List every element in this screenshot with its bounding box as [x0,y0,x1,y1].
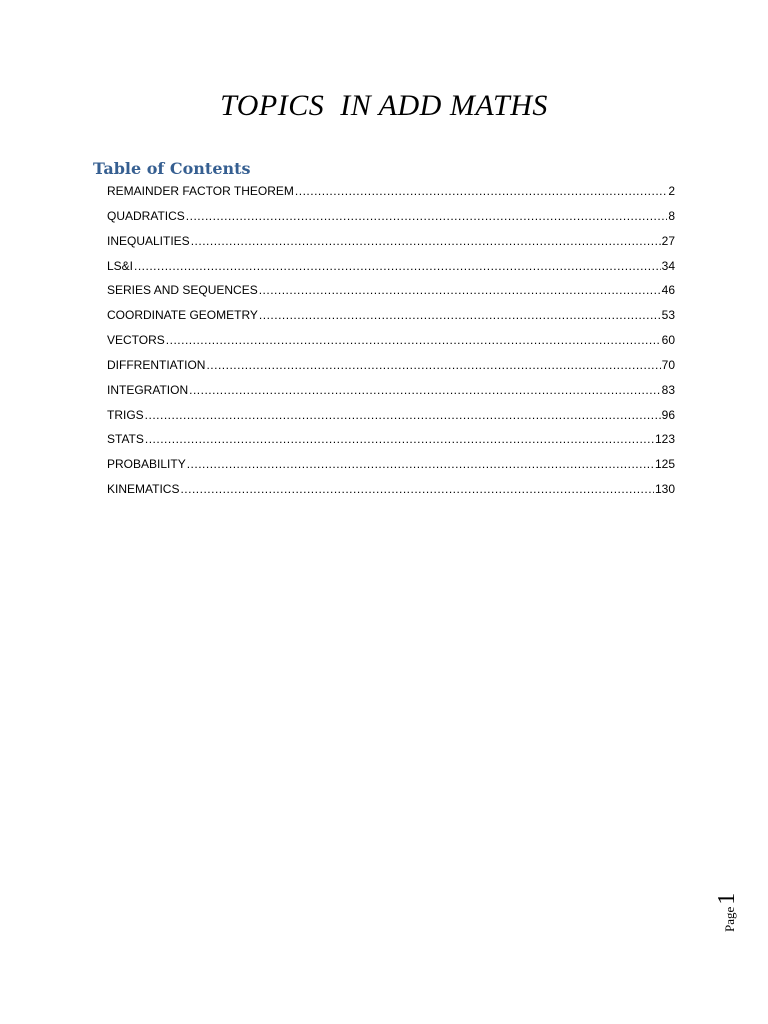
toc-entry-label: KINEMATICS [107,482,180,497]
toc-entry-lsi[interactable] [107,256,675,281]
toc-dot-leader [180,479,654,499]
toc-dot-leader [186,206,668,226]
toc-entry-label: COORDINATE GEOMETRY [107,308,258,323]
toc-entry-label: VECTORS [107,333,165,348]
toc-list [107,181,675,504]
document-title: TOPICS IN ADD MATHS [220,89,548,122]
toc-entry-label: QUADRATICS [107,208,185,223]
toc-entry-page: 70 [661,357,675,372]
toc-entry-page: 34 [661,258,675,273]
toc-dot-leader [145,405,661,425]
toc-entry-kinematics[interactable] [107,479,675,504]
toc-dot-leader [189,380,661,400]
toc-entry-label: DIFFRENTIATION [107,357,206,372]
toc-dot-leader [145,429,654,449]
toc-entry-label: LS&I [107,258,134,273]
toc-entry-remainder-factor-theorem[interactable] [107,181,675,206]
toc-entry-diffrentiation[interactable] [107,355,675,380]
toc-dot-leader [166,330,661,350]
toc-entry-page: 130 [654,482,675,497]
toc-entry-page: 2 [668,184,675,198]
toc-entry-probability[interactable] [107,454,675,479]
page-footer [700,886,748,934]
toc-dot-leader [191,231,661,251]
toc-entry-page: 53 [661,308,675,323]
toc-entry-quadratics[interactable] [107,206,675,231]
toc-entry-label: PROBABILITY [107,457,186,472]
toc-entry-label: SERIES AND SEQUENCES [107,283,258,298]
toc-entry-integration[interactable] [107,380,675,405]
toc-entry-page: 46 [661,283,675,298]
toc-entry-page: 125 [654,457,675,472]
toc-entry-vectors[interactable] [107,330,675,355]
page-number: 1 [714,892,740,905]
toc-dot-leader [134,256,661,276]
toc-entry-page: 96 [661,407,675,422]
toc-entry-page: 27 [661,233,675,248]
toc-entry-page: 83 [661,382,675,397]
toc-heading: Table of Contents [93,159,251,178]
page-number-rotated [714,893,741,932]
page-word: Page [722,906,737,932]
toc-entry-label: INEQUALITIES [107,233,190,248]
toc-entry-coordinate-geometry[interactable] [107,305,675,330]
toc-entry-page: 8 [668,208,675,223]
toc-entry-page: 123 [654,432,675,447]
toc-dot-leader [187,454,654,474]
toc-entry-label: INTEGRATION [107,382,189,397]
toc-entry-stats[interactable] [107,429,675,454]
toc-dot-leader [295,181,667,201]
toc-dot-leader [206,355,660,375]
toc-entry-series-and-sequences[interactable] [107,280,675,305]
toc-entry-label: STATS [107,432,144,447]
toc-entry-label: REMAINDER FACTOR THEOREM [107,184,294,198]
toc-dot-leader [259,305,661,325]
toc-entry-inequalities[interactable] [107,231,675,256]
toc-dot-leader [259,280,661,300]
toc-entry-page: 60 [661,333,675,348]
toc-entry-trigs[interactable] [107,405,675,430]
toc-entry-label: TRIGS [107,407,144,422]
